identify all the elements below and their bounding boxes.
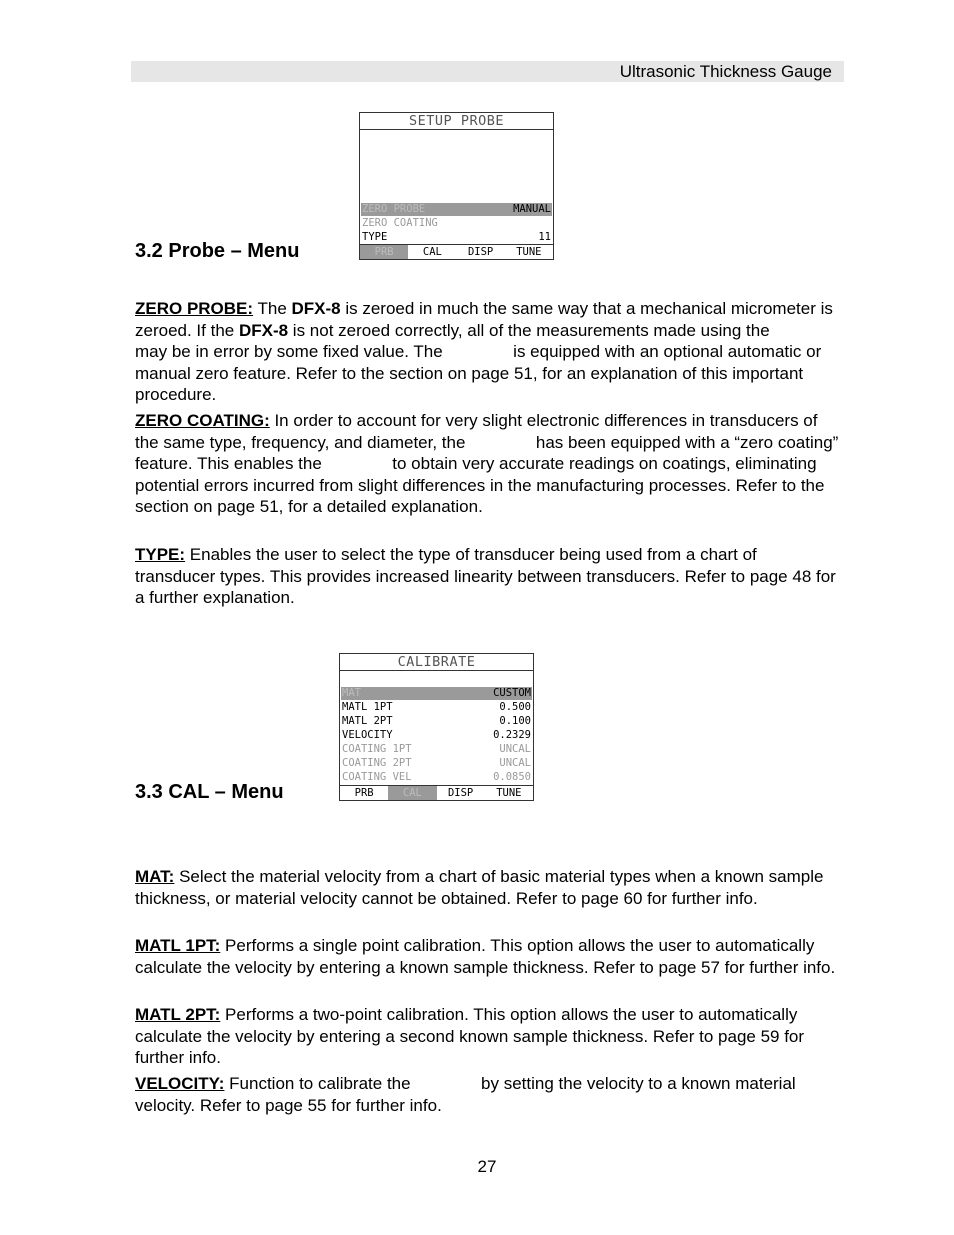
zero-probe-paragraph: ZERO PROBE: The DFX-8 is zeroed in much the same way that a mechanical micrometer is zeroed. If the DFX-8 is not zeroed correctly, all of the measurements made using the may be in error by some fixed value. The is equipped with an optional automatic or manual zero feature. Refer to the section on page 51, for an explanation of this important procedure. (135, 299, 833, 404)
calibrate-screen (339, 653, 534, 801)
screen-row-zero-coating: ZERO COATING (362, 217, 438, 229)
screen-row-coating-2pt: COATING 2PT UNCAL (342, 757, 531, 769)
screen-row-coating-vel: COATING VEL 0.0850 (342, 771, 531, 783)
screen-row-coating-1pt: COATING 1PT UNCAL (342, 743, 531, 755)
screen-tabs (340, 785, 533, 800)
page-header (131, 61, 844, 82)
screen-row-matl-1pt: MATL 1PT 0.500 (342, 701, 531, 713)
screen-row-velocity: VELOCITY 0.2329 (342, 729, 531, 741)
tab-tune: TUNE (496, 787, 522, 799)
screen-row-zero-probe: ZERO PROBE MANUAL (362, 203, 551, 215)
tab-disp: DISP (467, 246, 494, 258)
screen-row-type: TYPE 11 (362, 231, 551, 243)
tab-disp: DISP (447, 787, 474, 799)
screen-tabs (360, 244, 553, 259)
tab-tune: TUNE (516, 246, 542, 258)
setup-probe-screen (359, 112, 554, 260)
section-title-probe: 3.2 Probe – Menu (135, 240, 300, 262)
tab-prb: PRB (354, 787, 374, 799)
zero-coating-paragraph: ZERO COATING: In order to account for very slight electronic differences in transducers of the same type, frequency, and diameter, the has been equipped with a “zero coating” feature. This enables the to obtain very accurate readings on coatings, eliminating potential errors incurred from slight differences in the manufacturing processes. Refer to the section on page 51, for a detailed explanation. (135, 411, 839, 516)
screen-title: SETUP PROBE (360, 113, 553, 130)
header-title: Ultrasonic Thickness Gauge (619, 62, 832, 81)
type-paragraph: TYPE: Enables the user to select the type of transducer being used from a chart of transducer types. This provides increased linearity between transducers. Refer to page 48 for a further explanation. (135, 545, 836, 607)
tab-cal: CAL (422, 246, 442, 258)
screen-row-mat: MAT CUSTOM (342, 687, 531, 699)
velocity-paragraph: VELOCITY: Function to calibrate the by setting the velocity to a known material velocity. Refer to page 55 for further info. (135, 1074, 796, 1115)
tab-prb: PRB (360, 245, 408, 259)
screen-title: CALIBRATE (340, 654, 533, 671)
section-title-cal: 3.3 CAL – Menu (135, 781, 284, 803)
tab-cal: CAL (388, 786, 436, 800)
mat-paragraph: MAT: Select the material velocity from a chart of basic material types when a known sample thickness, or material velocity cannot be obtained. Refer to page 60 for further info. (135, 867, 824, 908)
matl-1pt-paragraph: MATL 1PT: Performs a single point calibration. This option allows the user to automatically calculate the velocity by entering a known sample thickness. Refer to page 57 for further info. (135, 936, 836, 977)
screen-row-matl-2pt: MATL 2PT 0.100 (342, 715, 531, 727)
matl-2pt-paragraph: MATL 2PT: Performs a two-point calibration. This option allows the user to automatically calculate the velocity by entering a second known sample thickness. Refer to page 59 for further info. (135, 1005, 805, 1067)
page-number: 27 (477, 1157, 497, 1176)
